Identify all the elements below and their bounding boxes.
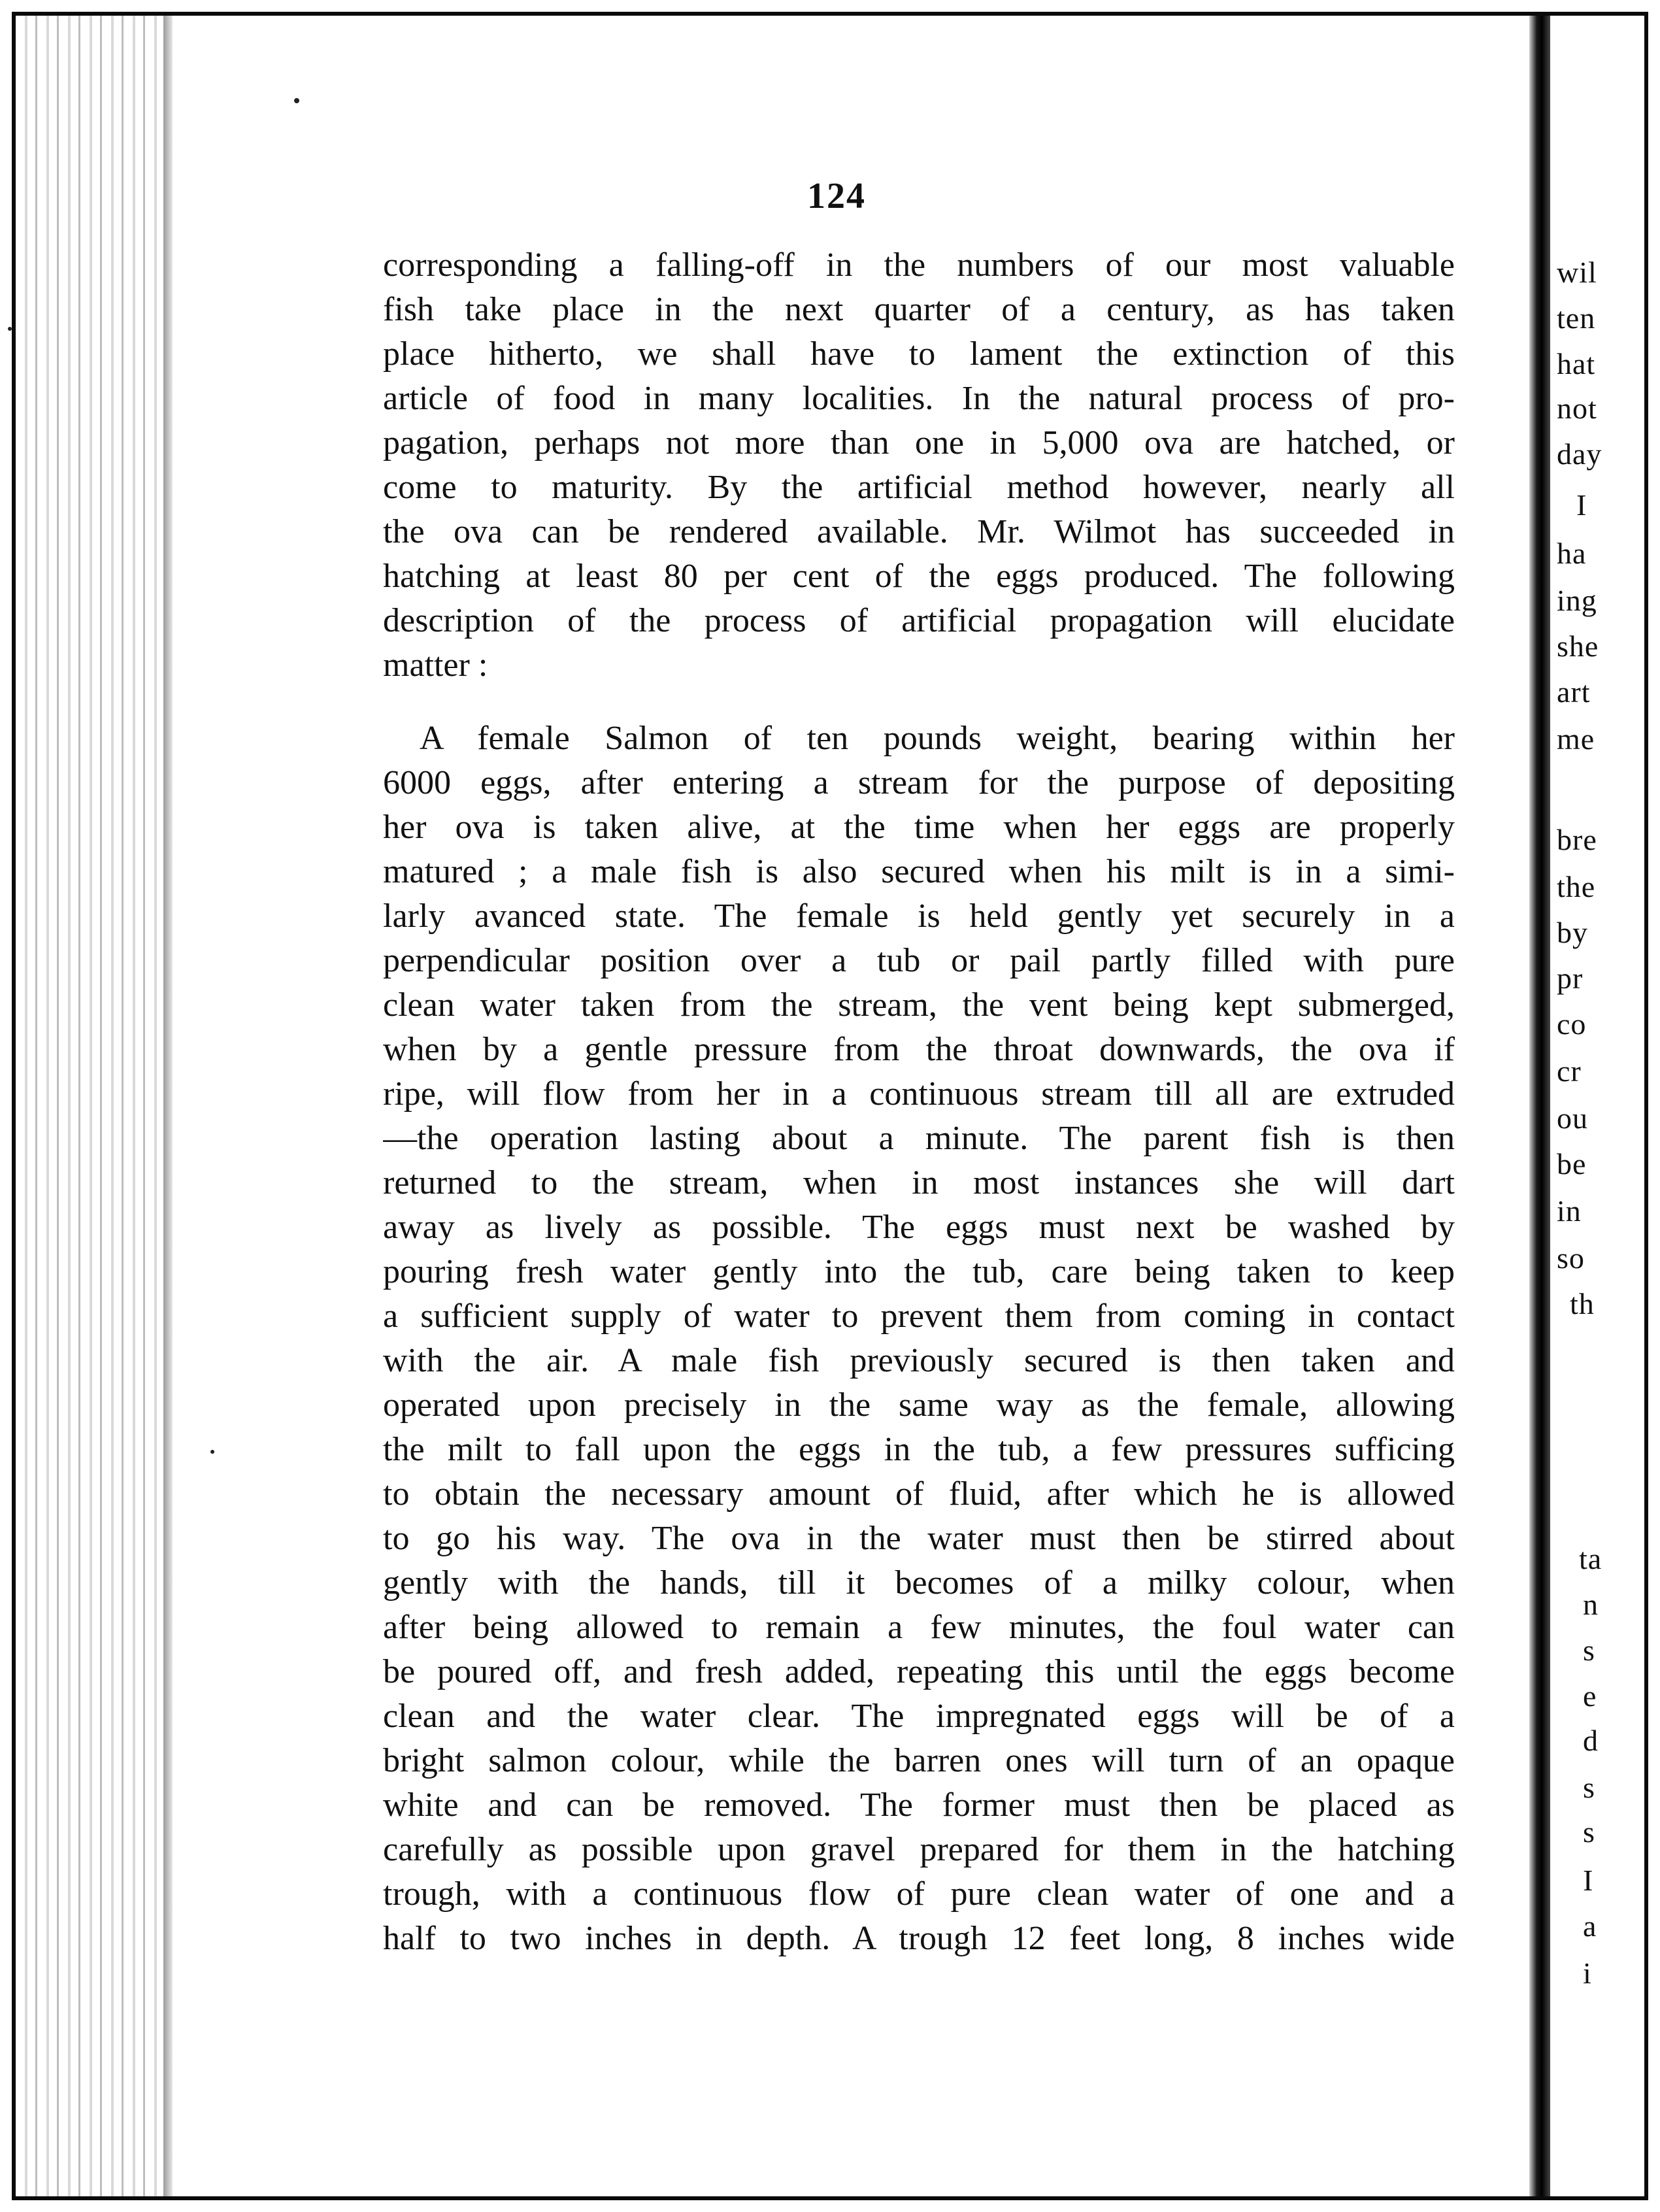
text-line: returned to the stream, when in most instances she will dart bbox=[383, 1164, 1455, 1201]
facing-page-text: n bbox=[1583, 1588, 1599, 1621]
book-gutter bbox=[1529, 16, 1550, 2196]
facing-page-text: th bbox=[1570, 1287, 1595, 1320]
text-line: the ova can be rendered available. Mr. Wilmot has succeeded in bbox=[383, 513, 1455, 550]
text-line: her ova is taken alive, at the time when her eggs are properly bbox=[383, 809, 1455, 846]
text-line: to obtain the necessary amount of fluid, after which he is allowed bbox=[383, 1475, 1455, 1513]
paragraph-gap bbox=[383, 688, 1455, 716]
text-line: matter : bbox=[383, 646, 488, 684]
text-line: operated upon precisely in the same way as the female, allowing bbox=[383, 1386, 1455, 1424]
text-line: ripe, will flow from her in a continuous stream till all are extruded bbox=[383, 1075, 1455, 1113]
facing-page-text: the bbox=[1557, 870, 1596, 903]
facing-page-text: s bbox=[1583, 1634, 1595, 1667]
facing-page-text: be bbox=[1557, 1147, 1587, 1181]
facing-page-text: co bbox=[1557, 1007, 1587, 1041]
facing-page-text: wil bbox=[1557, 256, 1597, 289]
facing-page-text: s bbox=[1583, 1815, 1595, 1849]
facing-page-fragment bbox=[1550, 16, 1644, 2196]
ink-speck bbox=[210, 1450, 214, 1454]
text-line: away as lively as possible. The eggs must next be washed by bbox=[383, 1209, 1455, 1246]
facing-page-text: bre bbox=[1557, 823, 1597, 856]
facing-page-text: ou bbox=[1557, 1101, 1588, 1135]
facing-page-text: i bbox=[1583, 1956, 1592, 1990]
facing-page-text: d bbox=[1583, 1724, 1599, 1757]
facing-page-text: in bbox=[1557, 1194, 1582, 1228]
text-line: —the operation lasting about a minute. The parent fish is then bbox=[383, 1120, 1455, 1157]
text-line: larly avanced state. The female is held gently yet securely in a bbox=[383, 897, 1455, 935]
facing-page-text: by bbox=[1557, 916, 1588, 949]
facing-page-text: so bbox=[1557, 1241, 1585, 1275]
text-line: to go his way. The ova in the water must then be stirred about bbox=[383, 1520, 1455, 1557]
facing-page-text: ing bbox=[1557, 584, 1597, 617]
text-line: the milt to fall upon the eggs in the tub, a few pressures sufficing bbox=[383, 1431, 1455, 1468]
facing-page-text: hat bbox=[1557, 347, 1596, 380]
facing-page-text: art bbox=[1557, 675, 1591, 709]
text-line: fish take place in the next quarter of a century, as has taken bbox=[383, 291, 1455, 328]
text-line: carefully as possible upon gravel prepared for them in the hatching bbox=[383, 1831, 1455, 1868]
text-line: half to two inches in depth. A trough 12 feet long, 8 inches wide bbox=[383, 1920, 1455, 1957]
text-line: when by a gentle pressure from the throat downwards, the ova if bbox=[383, 1031, 1455, 1068]
text-line: trough, with a continuous flow of pure clean water of one and a bbox=[383, 1875, 1455, 1913]
facing-page-text: ta bbox=[1579, 1542, 1602, 1575]
text-line: after being allowed to remain a few minutes, the foul water can bbox=[383, 1609, 1455, 1646]
text-line: corresponding a falling-off in the numbers of our most valuable bbox=[383, 246, 1455, 284]
body-text bbox=[383, 243, 1455, 1961]
facing-page-text: s bbox=[1583, 1771, 1595, 1804]
text-line: 6000 eggs, after entering a stream for the purpose of depositing bbox=[383, 764, 1455, 801]
text-line: pouring fresh water gently into the tub, care being taken to keep bbox=[383, 1253, 1455, 1290]
facing-page-text: cr bbox=[1557, 1054, 1582, 1088]
text-line: clean water taken from the stream, the vent being kept submerged, bbox=[383, 986, 1455, 1024]
text-line: white and can be removed. The former must then be placed as bbox=[383, 1786, 1455, 1824]
text-line: A female Salmon of ten pounds weight, bearing within her bbox=[420, 720, 1455, 757]
facing-page-text: pr bbox=[1557, 962, 1584, 995]
facing-page-text: day bbox=[1557, 437, 1602, 471]
text-line: perpendicular position over a tub or pail partly filled with pure bbox=[383, 942, 1455, 979]
ink-speck bbox=[294, 98, 299, 103]
facing-page-text: she bbox=[1557, 629, 1599, 663]
facing-page-text: not bbox=[1557, 392, 1597, 425]
text-line: with the air. A male fish previously secured is then taken and bbox=[383, 1342, 1455, 1379]
text-line: place hitherto, we shall have to lament the extinction of this bbox=[383, 335, 1455, 373]
ink-speck bbox=[8, 327, 12, 331]
text-line: be poured off, and fresh added, repeating this until the eggs become bbox=[383, 1653, 1455, 1690]
text-line: article of food in many localities. In the natural process of pro- bbox=[383, 380, 1455, 417]
text-line: pagation, perhaps not more than one in 5,000 ova are hatched, or bbox=[383, 424, 1455, 461]
page-number: 124 bbox=[807, 176, 866, 216]
facing-page-text: I bbox=[1583, 1864, 1594, 1897]
text-line: bright salmon colour, while the barren ones will turn of an opaque bbox=[383, 1742, 1455, 1779]
text-line: clean and the water clear. The impregnated eggs will be of a bbox=[383, 1698, 1455, 1735]
text-line: gently with the hands, till it becomes of a milky colour, when bbox=[383, 1564, 1455, 1601]
facing-page-text: I bbox=[1576, 488, 1587, 522]
facing-page-text: e bbox=[1583, 1679, 1597, 1713]
text-line: come to maturity. By the artificial method however, nearly all bbox=[383, 469, 1455, 506]
facing-page-text: me bbox=[1557, 722, 1595, 756]
text-line: a sufficient supply of water to prevent them from coming in contact bbox=[383, 1298, 1455, 1335]
text-line: matured ; a male fish is also secured when his milt is in a simi- bbox=[383, 853, 1455, 890]
facing-page-text: ten bbox=[1557, 301, 1596, 335]
facing-page-text: ha bbox=[1557, 537, 1587, 570]
text-line: hatching at least 80 per cent of the eggs produced. The following bbox=[383, 558, 1455, 595]
facing-page-text: a bbox=[1583, 1909, 1597, 1943]
text-line: description of the process of artificial propagation will elucidate bbox=[383, 602, 1455, 639]
book-binding-edge bbox=[16, 16, 170, 2196]
page-left-shadow bbox=[163, 16, 173, 2196]
